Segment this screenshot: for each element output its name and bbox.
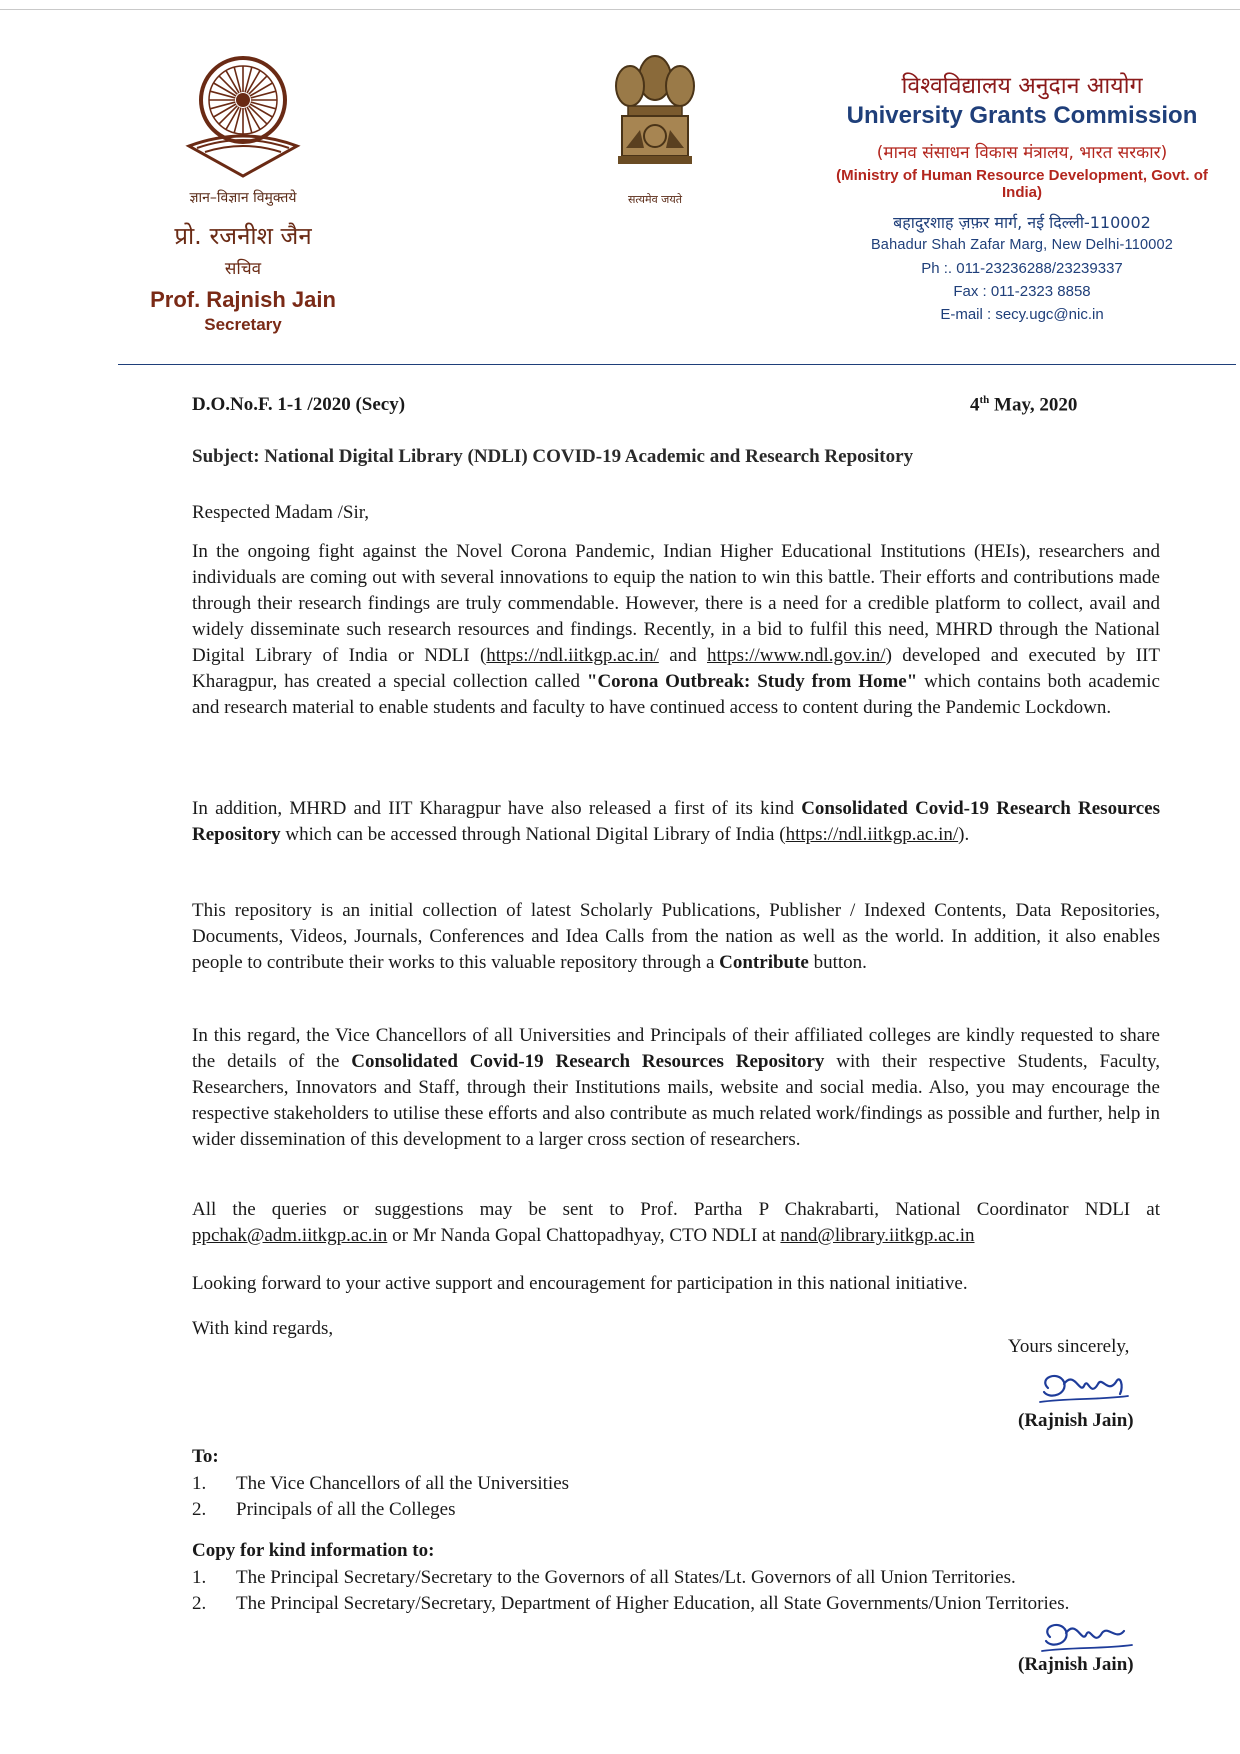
org-name-hindi: विश्वविद्यालय अनुदान आयोग (901, 73, 1143, 99)
paragraph-2: In addition, MHRD and IIT Kharagpur have also released a first of its kind Consolidated Covid-19 Research Resources Repository which can be accessed through National Digital Library of India (https://ndl.iitkgp.ac.in/). (192, 798, 1160, 845)
paragraph-6: Looking forward to your active support and encouragement for participation in this national initiative. (192, 1273, 968, 1294)
copy-heading: Copy for kind information to: (192, 1540, 435, 1561)
fax-number: Fax : 011-2323 8858 (953, 283, 1091, 300)
logo-motto: ज्ञान–विज्ञान विमुक्तये (189, 190, 297, 206)
secretary-name-hindi: प्रो. रजनीश जैन (174, 222, 312, 250)
closing-regards: With kind regards, (192, 1318, 334, 1339)
letterhead-left (118, 48, 368, 335)
org-name: University Grants Commission (846, 102, 1198, 129)
contact-block (822, 257, 1222, 326)
subject-line: Subject: National Digital Library (NDLI) COVID-19 Academic and Research Repository (192, 446, 914, 467)
page-top-rule (0, 9, 1240, 10)
letter-date: 4th May, 2020 (970, 394, 1078, 416)
address: Bahadur Shah Zafar Marg, New Delhi-110002 (870, 237, 1174, 253)
paragraph-1: In the ongoing fight against the Novel Corona Pandemic, Indian Higher Educational Institutions (HEIs), researchers and individuals are coming out with several innovations to equip the nation to win this battle. Their efforts and contributions made through their research findings are truly commendable. However, there is a need for a credible platform to collect, avail and widely disseminate such research resources and findings. Recently, in a bid to fulfil this need, MHRD through the National Digital Library of India or NDLI (https://ndl.iitkgp.ac.in/ and https://www.ndl.gov.in/) developed and executed by IIT Kharagpur, has created a special collection called "Corona Outbreak: Study from Home" which contains both academic and research material to enable students and faculty to have continued access to content during the Pandemic Lockdown. (192, 541, 1160, 718)
secretary-designation-hindi: सचिव (224, 259, 262, 279)
ministry-name: (Ministry of Human Resource Development, Govt. of India) (836, 167, 1208, 201)
signature-icon (1028, 1364, 1138, 1412)
signatory-name-copy: (Rajnish Jain) (1018, 1654, 1134, 1675)
list-item: 1. The Principal Secretary/Secretary to the Governors of all States/Lt. Governors of all Union Territories. (192, 1567, 1016, 1588)
ministry-hindi: (मानव संसाधन विकास मंत्रालय, भारत सरकार) (876, 143, 1168, 163)
list-item: 1. The Vice Chancellors of all the Universities (192, 1473, 570, 1494)
coordinator-email-link[interactable]: ppchak@adm.iitkgp.ac.in (192, 1225, 388, 1246)
reference-number: D.O.No.F. 1-1 /2020 (Secy) (192, 394, 406, 415)
national-emblem-icon (600, 50, 710, 190)
ndl-link-3[interactable]: https://ndl.iitkgp.ac.in/ (785, 824, 959, 845)
ndl-link-2[interactable]: https://www.ndl.gov.in/ (707, 645, 886, 666)
address-hindi: बहादुरशाह ज़फ़र मार्ग, नई दिल्ली-110002 (893, 213, 1151, 232)
to-heading: To: (192, 1446, 219, 1467)
salutation: Respected Madam /Sir, (192, 502, 370, 523)
letterhead-divider (118, 364, 1236, 365)
to-list (192, 1471, 1160, 1523)
emblem-motto: सत्यमेव जयते (627, 193, 682, 206)
letterhead-right (822, 68, 1222, 326)
paragraph-5: All the queries or suggestions may be sent to Prof. Partha P Chakrabarti, National Coordinator NDLI at ppchak@adm.iitkgp.ac.in or Mr Nanda Gopal Chattopadhyay, CTO NDLI at nand@library.iitkgp.ac.in (192, 1199, 1160, 1246)
list-item: 2. The Principal Secretary/Secretary, Department of Higher Education, all State Governments/Union Territories. (192, 1593, 1070, 1614)
ugc-logo-icon (179, 48, 307, 188)
yours-sincerely: Yours sincerely, (1008, 1336, 1130, 1357)
cto-email-link[interactable]: nand@library.iitkgp.ac.in (780, 1225, 975, 1246)
signatory-name: (Rajnish Jain) (1018, 1410, 1134, 1431)
ndl-link-1[interactable]: https://ndl.iitkgp.ac.in/ (486, 645, 659, 666)
copy-list (192, 1565, 1160, 1617)
secretary-name: Prof. Rajnish Jain (150, 287, 336, 312)
paragraph-4: In this regard, the Vice Chancellors of all Universities and Principals of their affiliated colleges are kindly requested to share the details of the Consolidated Covid-19 Research Resources Repository with their respective Students, Faculty, Researchers, Innovators and Staff, through their Institutions mails, website and social media. Also, you may encourage the respective stakeholders to utilise these efforts and also contribute as much related work/findings as possible and further, help in wider dissemination of this development to a larger cross section of researchers. (192, 1025, 1160, 1150)
paragraph-3: This repository is an initial collection of latest Scholarly Publications, Publisher / Indexed Contents, Data Repositories, Documents, Videos, Journals, Conferences and Idea Calls from the nation as well as the world. In addition, it also enables people to contribute their works to this valuable repository through a Contribute button. (192, 900, 1160, 973)
phone-number: Ph :. 011-23236288/23239337 (921, 260, 1123, 277)
email-address: E-mail : secy.ugc@nic.in (940, 306, 1104, 323)
secretary-designation: Secretary (204, 315, 282, 334)
letterhead-center (585, 50, 725, 207)
list-item: 2. Principals of all the Colleges (192, 1499, 456, 1520)
